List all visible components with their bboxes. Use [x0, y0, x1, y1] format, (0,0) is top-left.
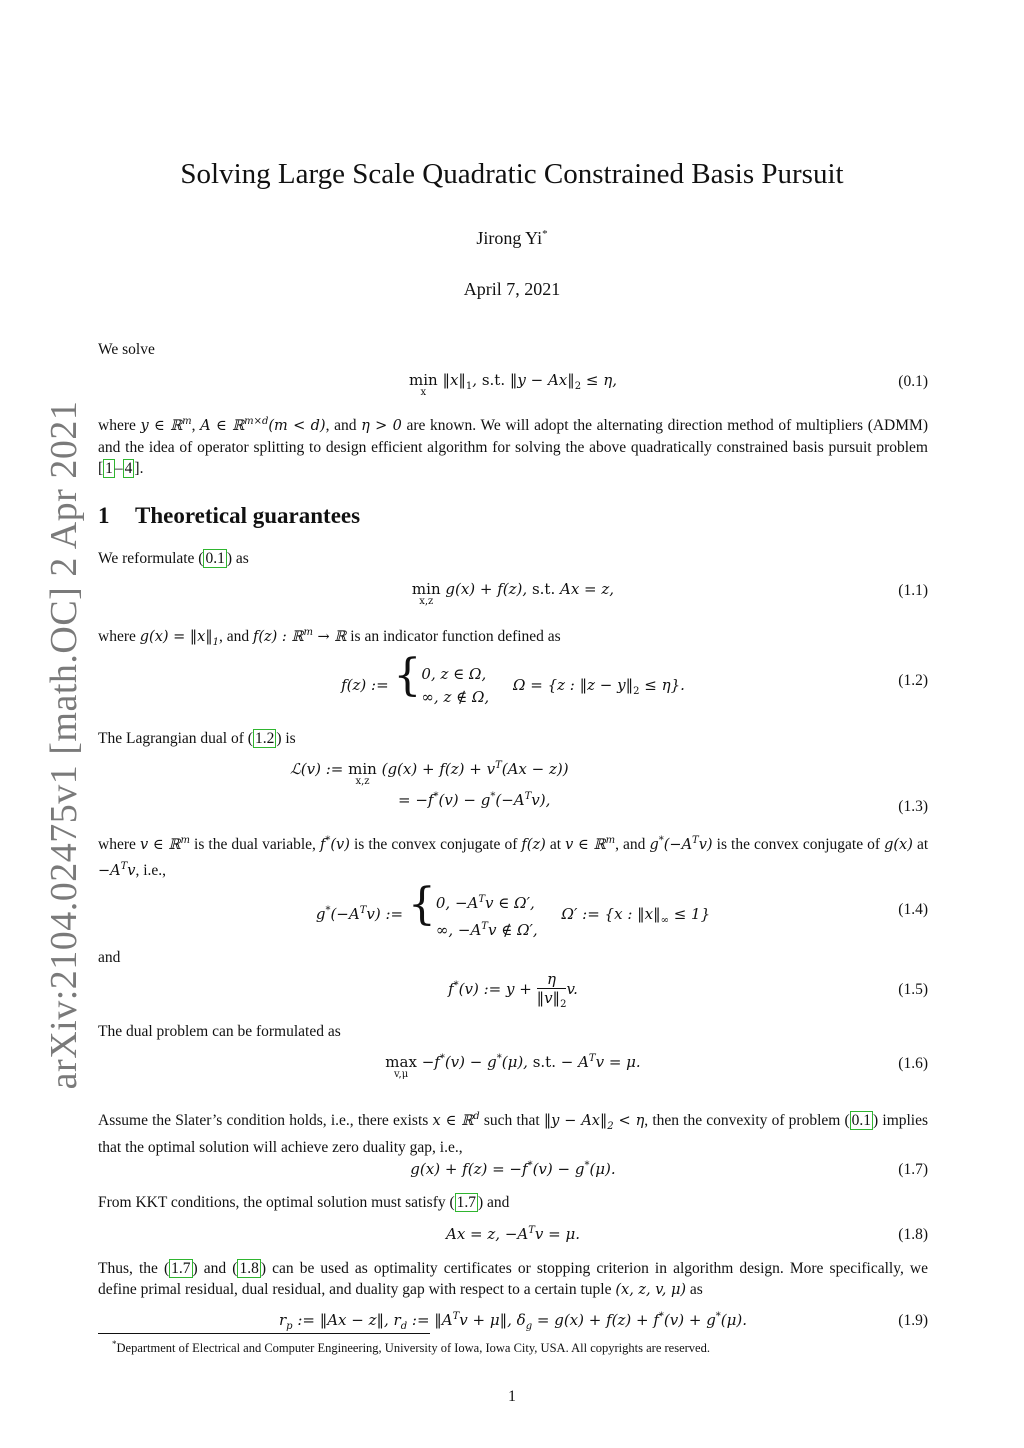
thus-text: Thus, the ( 1.7 ) and ( 1.8 ) can be used as optimality certificates or stopping criterion in algorithm design. More specifically, we define primal residual, dual residual, and duality gap with respect to a certain tuple (x, z, v, μ) as: [98, 1260, 929, 1298]
citation-link-1[interactable]: 1: [105, 459, 113, 477]
equation-ref-1-7-b[interactable]: 1.7: [171, 1260, 191, 1277]
reformulate-text: We reformulate ( 0.1 ) as: [98, 550, 249, 567]
dual-variable-text: where v ∈ ℝ$^m$ is the dual variable, f*(v) is the convex conjugate of f(z) at v ∈ ℝ$^m$, and $g^*(-A^Tv)$ is the convex conjugate of g(x) at $-A^Tv$, i.e.,: [98, 835, 929, 879]
equation-number-1-7: (1.7): [898, 1161, 928, 1178]
equation-number-1-8: (1.8): [898, 1226, 928, 1243]
equation-1-2: f(z) := {0, z ∈ Ω, ∞, z ∉ Ω, Ω = {z : ‖z − $y‖_2 \le \eta$}.: [341, 650, 685, 706]
paper-date: April 7, 2021: [463, 279, 561, 299]
section-heading: 1 Theoretical guarantees: [98, 503, 361, 528]
equation-1-9: $r_p$ := ‖Ax − z‖, $r_d$ := $‖A^Tv$ + μ‖, $\delta_g = g(x) + f(z) + f^*(v) + g^*(\mu)$.: [278, 1311, 748, 1332]
intro-paragraph: where y ∈ ℝ$^m$, A ∈ ℝ$^{m\times d}$(m < d), and η > 0 are known. We will adopt the alternating direction method of multipliers (ADMM) and the idea of operator splitting to design efficient algorithm for solving the above quadratically constrained basis pursuit problem [ 1 – 4 ].: [98, 416, 928, 477]
equation-0-1: min x $‖x‖_1$, s.t. ‖y − $Ax‖_2 \le \eta$,: [409, 371, 617, 398]
and-text: and: [98, 949, 121, 966]
equation-number-1-9: (1.9): [898, 1312, 928, 1329]
footnote-rule: [98, 1333, 430, 1334]
equation-1-3: ℒ(v) := min x,z $(g(x) + f(z) + v^T(Ax - z))$ = $-f^*(v) - g^*(-A^Tv)$,: [290, 760, 569, 809]
author-footnote-mark: *: [542, 228, 548, 240]
author: Jirong Yi*: [476, 228, 548, 248]
equation-1-8: Ax = z, $-A^Tv = \mu$.: [445, 1225, 581, 1243]
equation-1-7: g(x) + f(z) = −f*(v) − g*(μ).: [410, 1160, 616, 1178]
equation-ref-0-1[interactable]: 0.1: [205, 550, 225, 567]
intro-text: We solve: [98, 341, 155, 358]
paper-title: Solving Large Scale Quadratic Constrained Basis Pursuit: [180, 158, 844, 190]
arxiv-id: arXiv:2104.02475v1 [math.OC] 2 Apr 2021: [43, 400, 85, 1090]
equation-number-1-2: (1.2): [898, 672, 928, 689]
equation-1-1: min x,z g(x) + f(z), s.t. Ax = z,: [411, 580, 615, 607]
equation-ref-1-7[interactable]: 1.7: [456, 1194, 477, 1211]
kkt-text: From KKT conditions, the optimal solution must satisfy ( 1.7 ) and: [98, 1194, 510, 1211]
equation-ref-0-1-b[interactable]: 0.1: [851, 1111, 872, 1129]
equation-number-1-6: (1.6): [898, 1055, 928, 1072]
citation-link-4[interactable]: 4: [124, 459, 133, 477]
where-g-text: where $g(x) = ‖x‖_1$, and f(z) : ℝ$^m$ → ℝ is an indicator function defined as: [98, 627, 561, 648]
equation-1-6: max v,μ −f*(v) − g*(μ), s.t. − $A^Tv = \mu$.: [385, 1053, 641, 1080]
dual-problem-text: The dual problem can be formulated as: [98, 1023, 341, 1040]
equation-number-1-1: (1.1): [898, 582, 928, 599]
equation-ref-1-2[interactable]: 1.2: [254, 730, 275, 747]
equation-1-4: $g^*(-A^Tv)$ := {0, $-A^Tv$ ∈ Ω′, ∞, $-A^Tv$ ∉ Ω′, Ω′ := {x : $‖x‖_\infty \le 1$}: [315, 879, 711, 939]
lagrangian-text: The Lagrangian dual of ( 1.2 ) is: [98, 730, 296, 747]
equation-number-1-4: (1.4): [898, 901, 928, 918]
equation-number-0-1: (0.1): [898, 373, 928, 390]
page-number: 1: [508, 1388, 516, 1405]
footnote: *Department of Electrical and Computer Engineering, University of Iowa, Iowa City, USA. All copyrights are reserved.: [112, 1339, 710, 1356]
slater-text: Assume the Slater’s condition holds, i.e., there exists x ∈ ℝ$^d$ such that ‖y − $Ax‖_2 < \eta$, then the convexity of problem ( 0.1 ) implies that the optimal solution will achieve zero duality gap, i.e.,: [98, 1111, 929, 1156]
equation-number-1-5: (1.5): [898, 981, 928, 998]
equation-number-1-3: (1.3): [898, 798, 928, 815]
equation-ref-1-8[interactable]: 1.8: [239, 1260, 259, 1277]
equation-1-5: f*(v) := y + $\frac{\eta}{‖v‖_2}$ v.: [448, 970, 578, 1010]
